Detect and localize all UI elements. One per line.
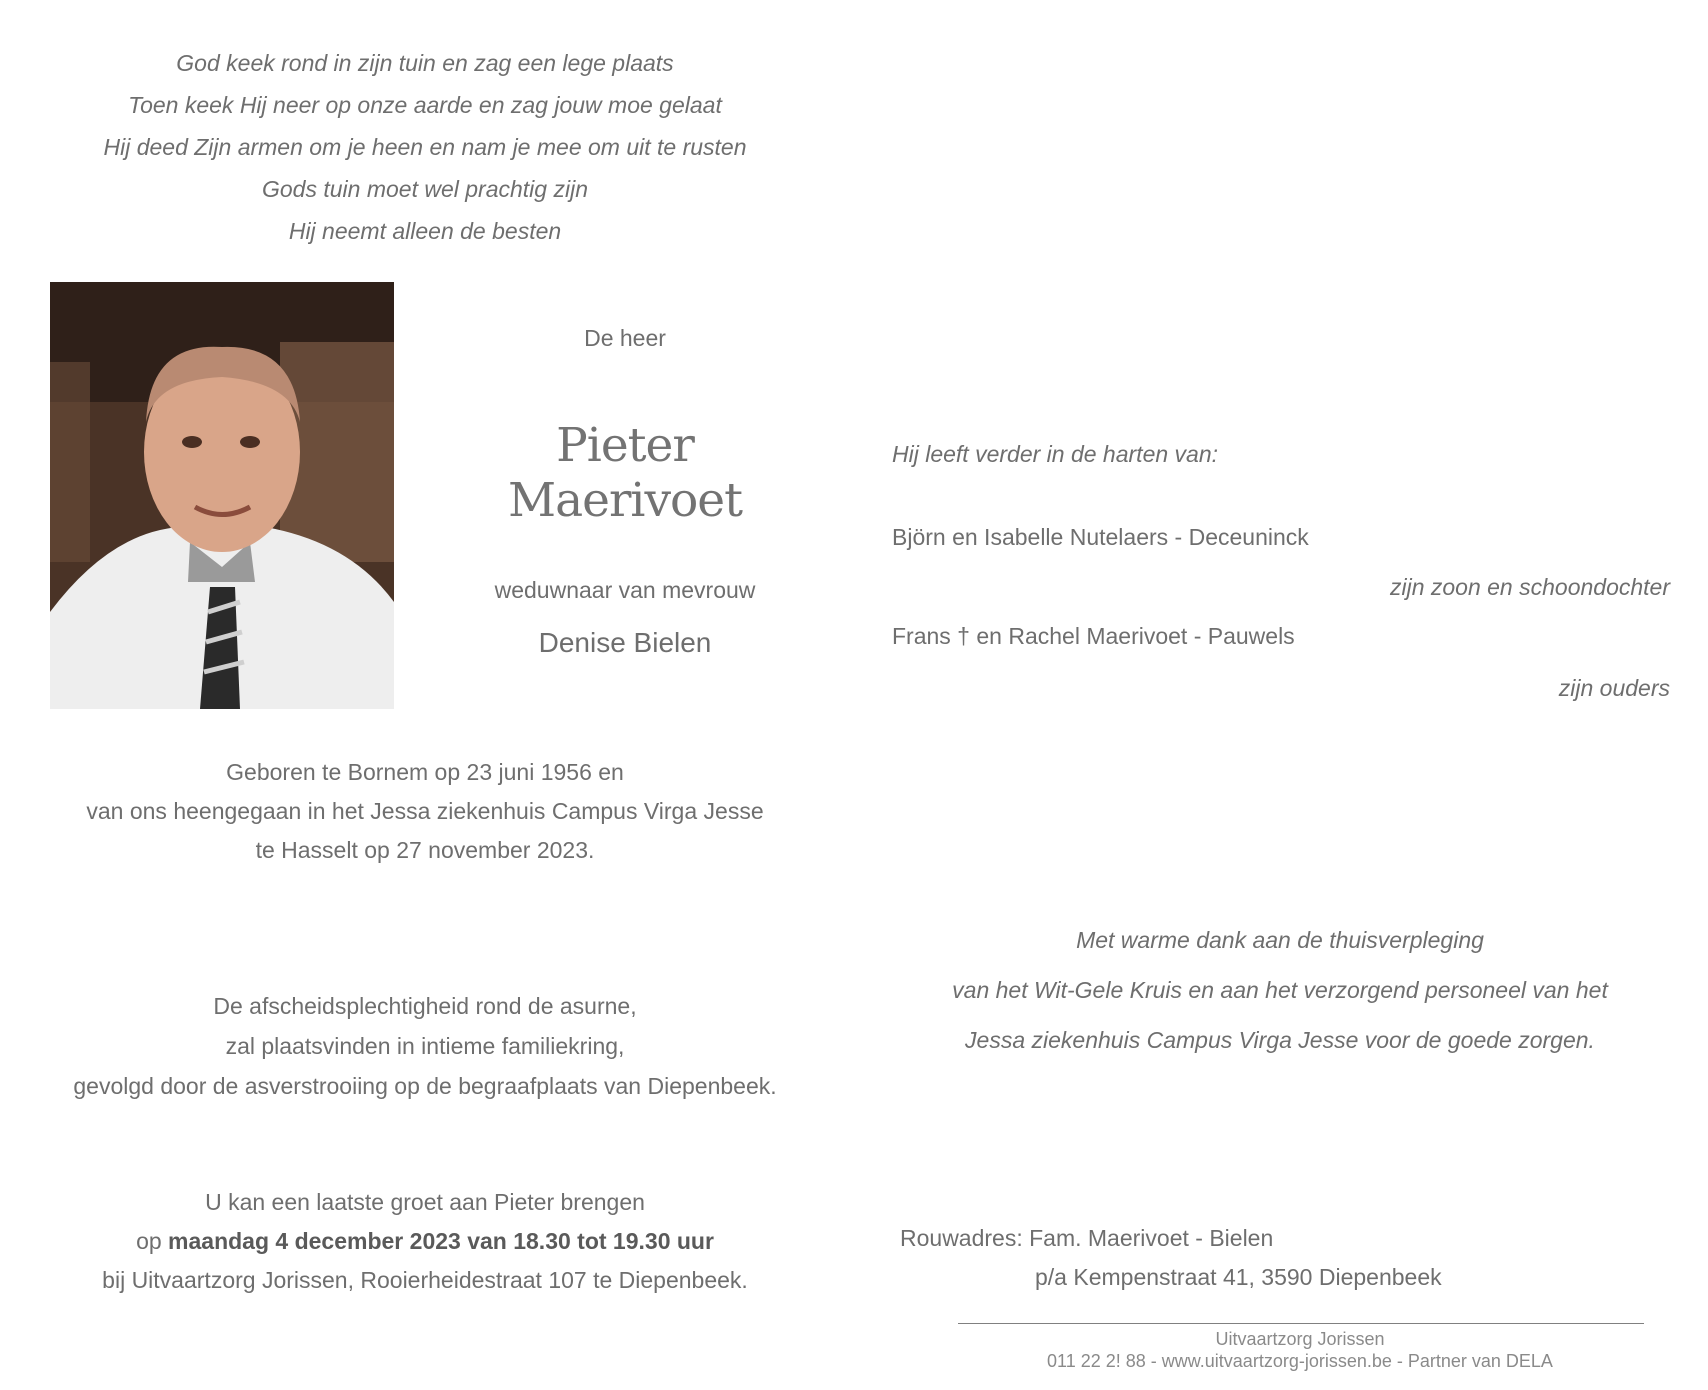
- footer-divider: [958, 1323, 1644, 1324]
- spouse-name: Denise Bielen: [538, 627, 712, 658]
- mourning-address-street: p/a Kempenstraat 41, 3590 Diepenbeek: [1035, 1264, 1442, 1290]
- visitation-date-line: [40, 1222, 810, 1261]
- birth-death-line: te Hasselt op 27 november 2023.: [255, 837, 595, 863]
- birth-death-line: Geboren te Bornem op 23 juni 1956 en: [226, 759, 624, 785]
- thanks-text: [880, 915, 1680, 1065]
- poem-line: Hij deed Zijn armen om je heen en nam je mee om uit te rusten: [103, 134, 747, 160]
- poem-line: Hij neemt alleen de besten: [288, 218, 562, 244]
- visitation-datetime: maandag 4 december 2023 van 18.30 tot 19.30 uur: [168, 1228, 714, 1254]
- thanks-line: Met warme dank aan de thuisverpleging: [1076, 927, 1484, 953]
- survivor-relation: zijn zoon en schoondochter: [1389, 574, 1670, 600]
- survivor-names: Frans † en Rachel Maerivoet - Pauwels: [892, 623, 1295, 649]
- birth-death-text: [40, 753, 810, 870]
- survivors-heading: Hij leeft verder in de harten van:: [892, 441, 1219, 467]
- visitation-text: [40, 1183, 810, 1300]
- survivor-relation: zijn ouders: [1558, 675, 1670, 701]
- poem-line: Gods tuin moet wel prachtig zijn: [262, 176, 588, 202]
- birth-death-line: van ons heengegaan in het Jessa ziekenhuis Campus Virga Jesse: [86, 798, 764, 824]
- poem-line: God keek rond in zijn tuin en zag een lege plaats: [176, 50, 674, 76]
- footer-company: Uitvaartzorg Jorissen: [1215, 1329, 1385, 1349]
- footer-contact: 011 22 2! 88 - www.uitvaartzorg-jorissen.be - Partner van DELA: [1047, 1351, 1553, 1371]
- mourning-address: Rouwadres: Fam. Maerivoet - Bielen: [900, 1225, 1274, 1251]
- honorific: De heer: [584, 325, 666, 351]
- ceremony-line: zal plaatsvinden in intieme familiekring,: [225, 1033, 625, 1059]
- poem: [40, 42, 810, 252]
- visitation-prefix: op: [136, 1228, 169, 1254]
- footer: [900, 1328, 1700, 1372]
- deceased-name: Pieter Maerivoet: [507, 418, 742, 528]
- ceremony-line: De afscheidsplechtigheid rond de asurne,: [213, 993, 637, 1019]
- poem-line: Toen keek Hij neer op onze aarde en zag jouw moe gelaat: [128, 92, 722, 118]
- ceremony-line: gevolgd door de asverstrooiing op de begraafplaats van Diepenbeek.: [73, 1073, 777, 1099]
- survivor-names: Björn en Isabelle Nutelaers - Deceuninck: [892, 524, 1309, 550]
- thanks-line: van het Wit-Gele Kruis en aan het verzorgend personeel van het: [952, 977, 1608, 1003]
- visitation-line: U kan een laatste groet aan Pieter brengen: [205, 1189, 645, 1215]
- ceremony-text: [30, 986, 820, 1106]
- thanks-line: Jessa ziekenhuis Campus Virga Jesse voor de goede zorgen.: [965, 1027, 1595, 1053]
- visitation-location: bij Uitvaartzorg Jorissen, Rooierheidestraat 107 te Diepenbeek.: [102, 1267, 748, 1293]
- portrait-photo: [50, 282, 394, 709]
- widower-label: weduwnaar van mevrouw: [494, 577, 756, 603]
